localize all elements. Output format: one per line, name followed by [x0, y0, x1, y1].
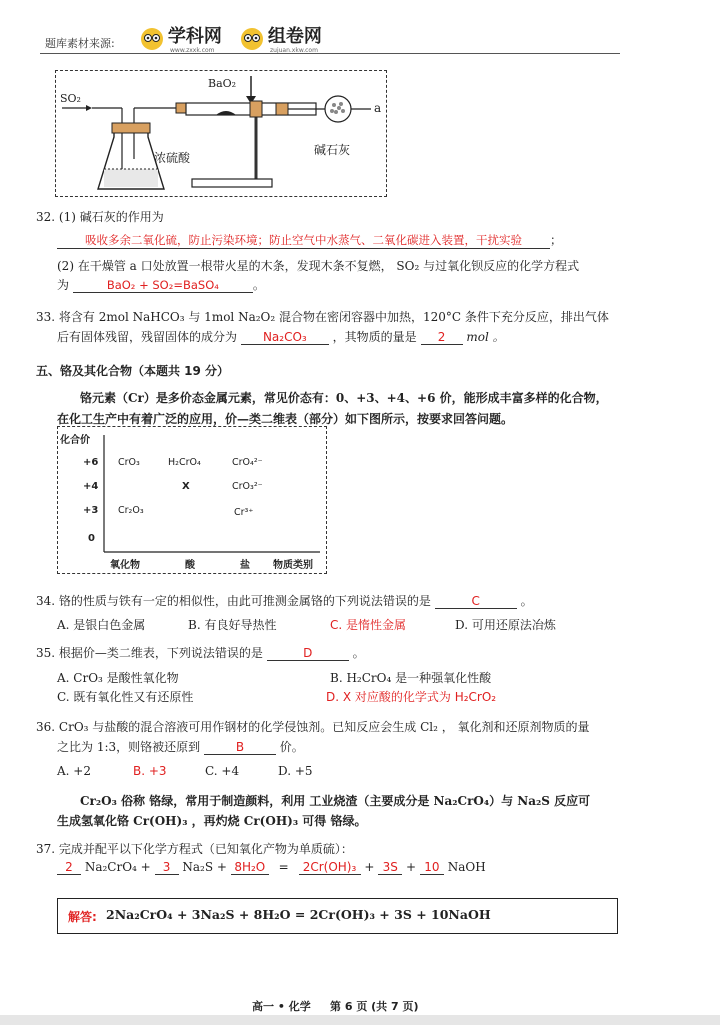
q36-opt-b: B. +3	[133, 764, 167, 778]
para2-line1: Cr₂O₃ 俗称 铬绿，常用于制造颜料，利用 工业烧渣（主要成分是 Na₂CrO₄）与 Na₂S 反应可	[80, 794, 591, 808]
q34-opt-a: A. 是银白色金属	[57, 618, 146, 632]
q36-line2-prefix: 之比为 1:3，则铬被还原到	[57, 740, 201, 754]
q37-coef2: 3	[155, 860, 179, 875]
q37-coef6: 10	[420, 860, 444, 875]
valence-chart	[57, 426, 327, 574]
q35-opt-d: D. X 对应酸的化学式为 H₂CrO₂	[326, 690, 497, 704]
q36-suffix: 价。	[279, 740, 304, 754]
q37-term1: Na₂CrO₄ +	[84, 860, 151, 874]
q33-answer1: Na₂CO₃	[241, 330, 329, 345]
footer-subject: 高一 • 化学	[252, 1000, 311, 1013]
cell-cro4: CrO₄²⁻	[232, 457, 263, 468]
q37-term2: Na₂S +	[182, 860, 227, 874]
q35-stem: 35. 根据价—类二维表，下列说法错误的是	[36, 646, 263, 660]
q32-line2: (2) 在干燥管 a 口处放置一根带火星的木条，发现木条不复燃， SO₂ 与过氧化钡反应的化学方程式	[57, 259, 580, 273]
owl-logo-icon	[240, 27, 264, 51]
section5-intro1: 铬元素（Cr）是多价态金属元素，常见价态有：0、+3、+4、+6 价，能形成丰富多样的化合物，	[80, 391, 608, 405]
cell-cr2o3: Cr₂O₃	[118, 505, 144, 516]
q37-coef1: 2	[57, 860, 81, 875]
label-bao2: BaO₂	[208, 77, 237, 90]
para2-line2: 生成氢氧化铬 Cr(OH)₃ ，再灼烧 Cr(OH)₃ 可得 铬绿。	[57, 814, 367, 828]
logo-xkw-url: www.zxxk.com	[170, 46, 215, 54]
x-cat-oxide: 氧化物	[110, 560, 140, 571]
bottom-bar	[0, 1015, 720, 1025]
q35-answer: D	[267, 646, 349, 661]
q37-plus1: +	[364, 860, 375, 874]
q34-opt-b: B. 有良好导热性	[188, 618, 277, 632]
logo-xkw-text: 学科网	[167, 26, 222, 47]
q33-unit: mol 。	[466, 330, 505, 344]
logo-zujuan	[240, 22, 322, 54]
q32-answer1: 吸收多余二氧化硫，防止污染环境；防止空气中水蒸气、二氧化碳进入装置，干扰实验	[57, 232, 550, 249]
q36-answer: B	[204, 740, 276, 755]
cell-cr3plus: Cr³⁺	[234, 507, 254, 518]
owl-logo-icon	[140, 27, 164, 51]
q33-line1: 33. 将含有 2mol NaHCO₃ 与 1mol Na₂O₂ 混合物在密闭容器中加热，120°C 条件下充分反应，排出气体	[36, 310, 609, 324]
q37-coef5: 3S	[378, 860, 402, 875]
y-tick-4: +4	[83, 481, 99, 492]
logo-zujuan-text: 组卷网	[267, 26, 322, 47]
y-tick-6: +6	[83, 457, 99, 468]
y-tick-3: +3	[83, 505, 99, 516]
q37-coef3: 8H₂O	[231, 860, 269, 875]
label-soda-lime: 碱石灰	[314, 143, 351, 157]
source-label: 题库素材来源:	[45, 37, 115, 50]
q36-opt-c: C. +4	[205, 764, 240, 778]
q37-equals: =	[278, 860, 289, 874]
q33-line2-prefix: 后有固体残留，残留固体的成分为	[57, 330, 238, 344]
q32-end2: 。	[252, 278, 265, 292]
solution-label: 解答:	[68, 910, 97, 924]
q35-opt-b: B. H₂CrO₄ 是一种强氧化性酸	[330, 671, 492, 685]
q37-stem: 37. 完成并配平以下化学方程式（已知氧化产物为单质硫）：	[36, 842, 353, 856]
q35-opt-a: A. CrO₃ 是酸性氧化物	[57, 671, 179, 685]
logo-xkw	[140, 22, 222, 54]
q34-end: 。	[520, 594, 533, 608]
q32-answer2: BaO₂ + SO₂=BaSO₄	[73, 278, 253, 293]
q34-answer: C	[435, 594, 517, 609]
q32-line3-prefix: 为	[57, 278, 70, 292]
section5-title: 五、铬及其化合物（本题共 19 分）	[36, 364, 230, 378]
q36-opt-a: A. +2	[57, 764, 91, 778]
section5-intro2: 在化工生产中有着广泛的应用，价—类二维表（部分）如下图所示，按要求回答问题。	[57, 412, 514, 426]
q37-naoh: NaOH	[447, 860, 486, 874]
footer-page: 第 6 页 (共 7 页)	[330, 1000, 419, 1013]
q33-mid: ，其物质的量是	[332, 330, 417, 344]
label-conc-acid: 浓硫酸	[154, 151, 191, 165]
x-cat-acid: 酸	[185, 560, 195, 571]
q35-end: 。	[352, 646, 365, 660]
chart-ylabel: 化合价	[60, 435, 90, 446]
x-cat-salt: 盐	[240, 560, 250, 571]
q34-opt-d: D. 可用还原法冶炼	[455, 618, 556, 632]
cell-h2cro4: H₂CrO₄	[168, 457, 201, 468]
q34-stem: 34. 铬的性质与铁有一定的相似性，由此可推测金属铬的下列说法错误的是	[36, 594, 431, 608]
q36-opt-d: D. +5	[278, 764, 313, 778]
label-outlet-a: a	[374, 101, 382, 115]
logo-zujuan-url: zujuan.xkw.com	[270, 46, 318, 54]
q32-line1: 32. (1) 碱石灰的作用为	[36, 210, 164, 224]
y-tick-0: 0	[88, 533, 95, 544]
chart-axes	[58, 427, 326, 573]
q33-answer2: 2	[421, 330, 463, 345]
q35-opt-c: C. 既有氧化性又有还原性	[57, 690, 194, 704]
q36-line1: 36. CrO₃ 与盐酸的混合溶液可用作钢材的化学侵蚀剂。已知反应会生成 Cl₂ ， 氧化剂和还原剂物质的量	[36, 720, 590, 734]
q37-plus2: +	[406, 860, 417, 874]
apparatus-diagram	[55, 70, 387, 197]
label-so2: SO₂	[60, 92, 81, 105]
q32-end1: ；	[550, 233, 563, 247]
q37-coef4: 2Cr(OH)₃	[299, 860, 361, 875]
cell-cro3: CrO₃	[118, 457, 140, 468]
x-axis-label: 物质类别	[273, 560, 313, 571]
solution-box	[57, 898, 618, 934]
q34-opt-c: C. 是惰性金属	[330, 618, 407, 632]
header-divider	[40, 53, 620, 54]
solution-equation: 2Na₂CrO₄ + 3Na₂S + 8H₂O = 2Cr(OH)₃ + 3S + 10NaOH	[106, 907, 491, 922]
cell-x: X	[182, 481, 190, 492]
cell-cro3-ion: CrO₃²⁻	[232, 481, 263, 492]
